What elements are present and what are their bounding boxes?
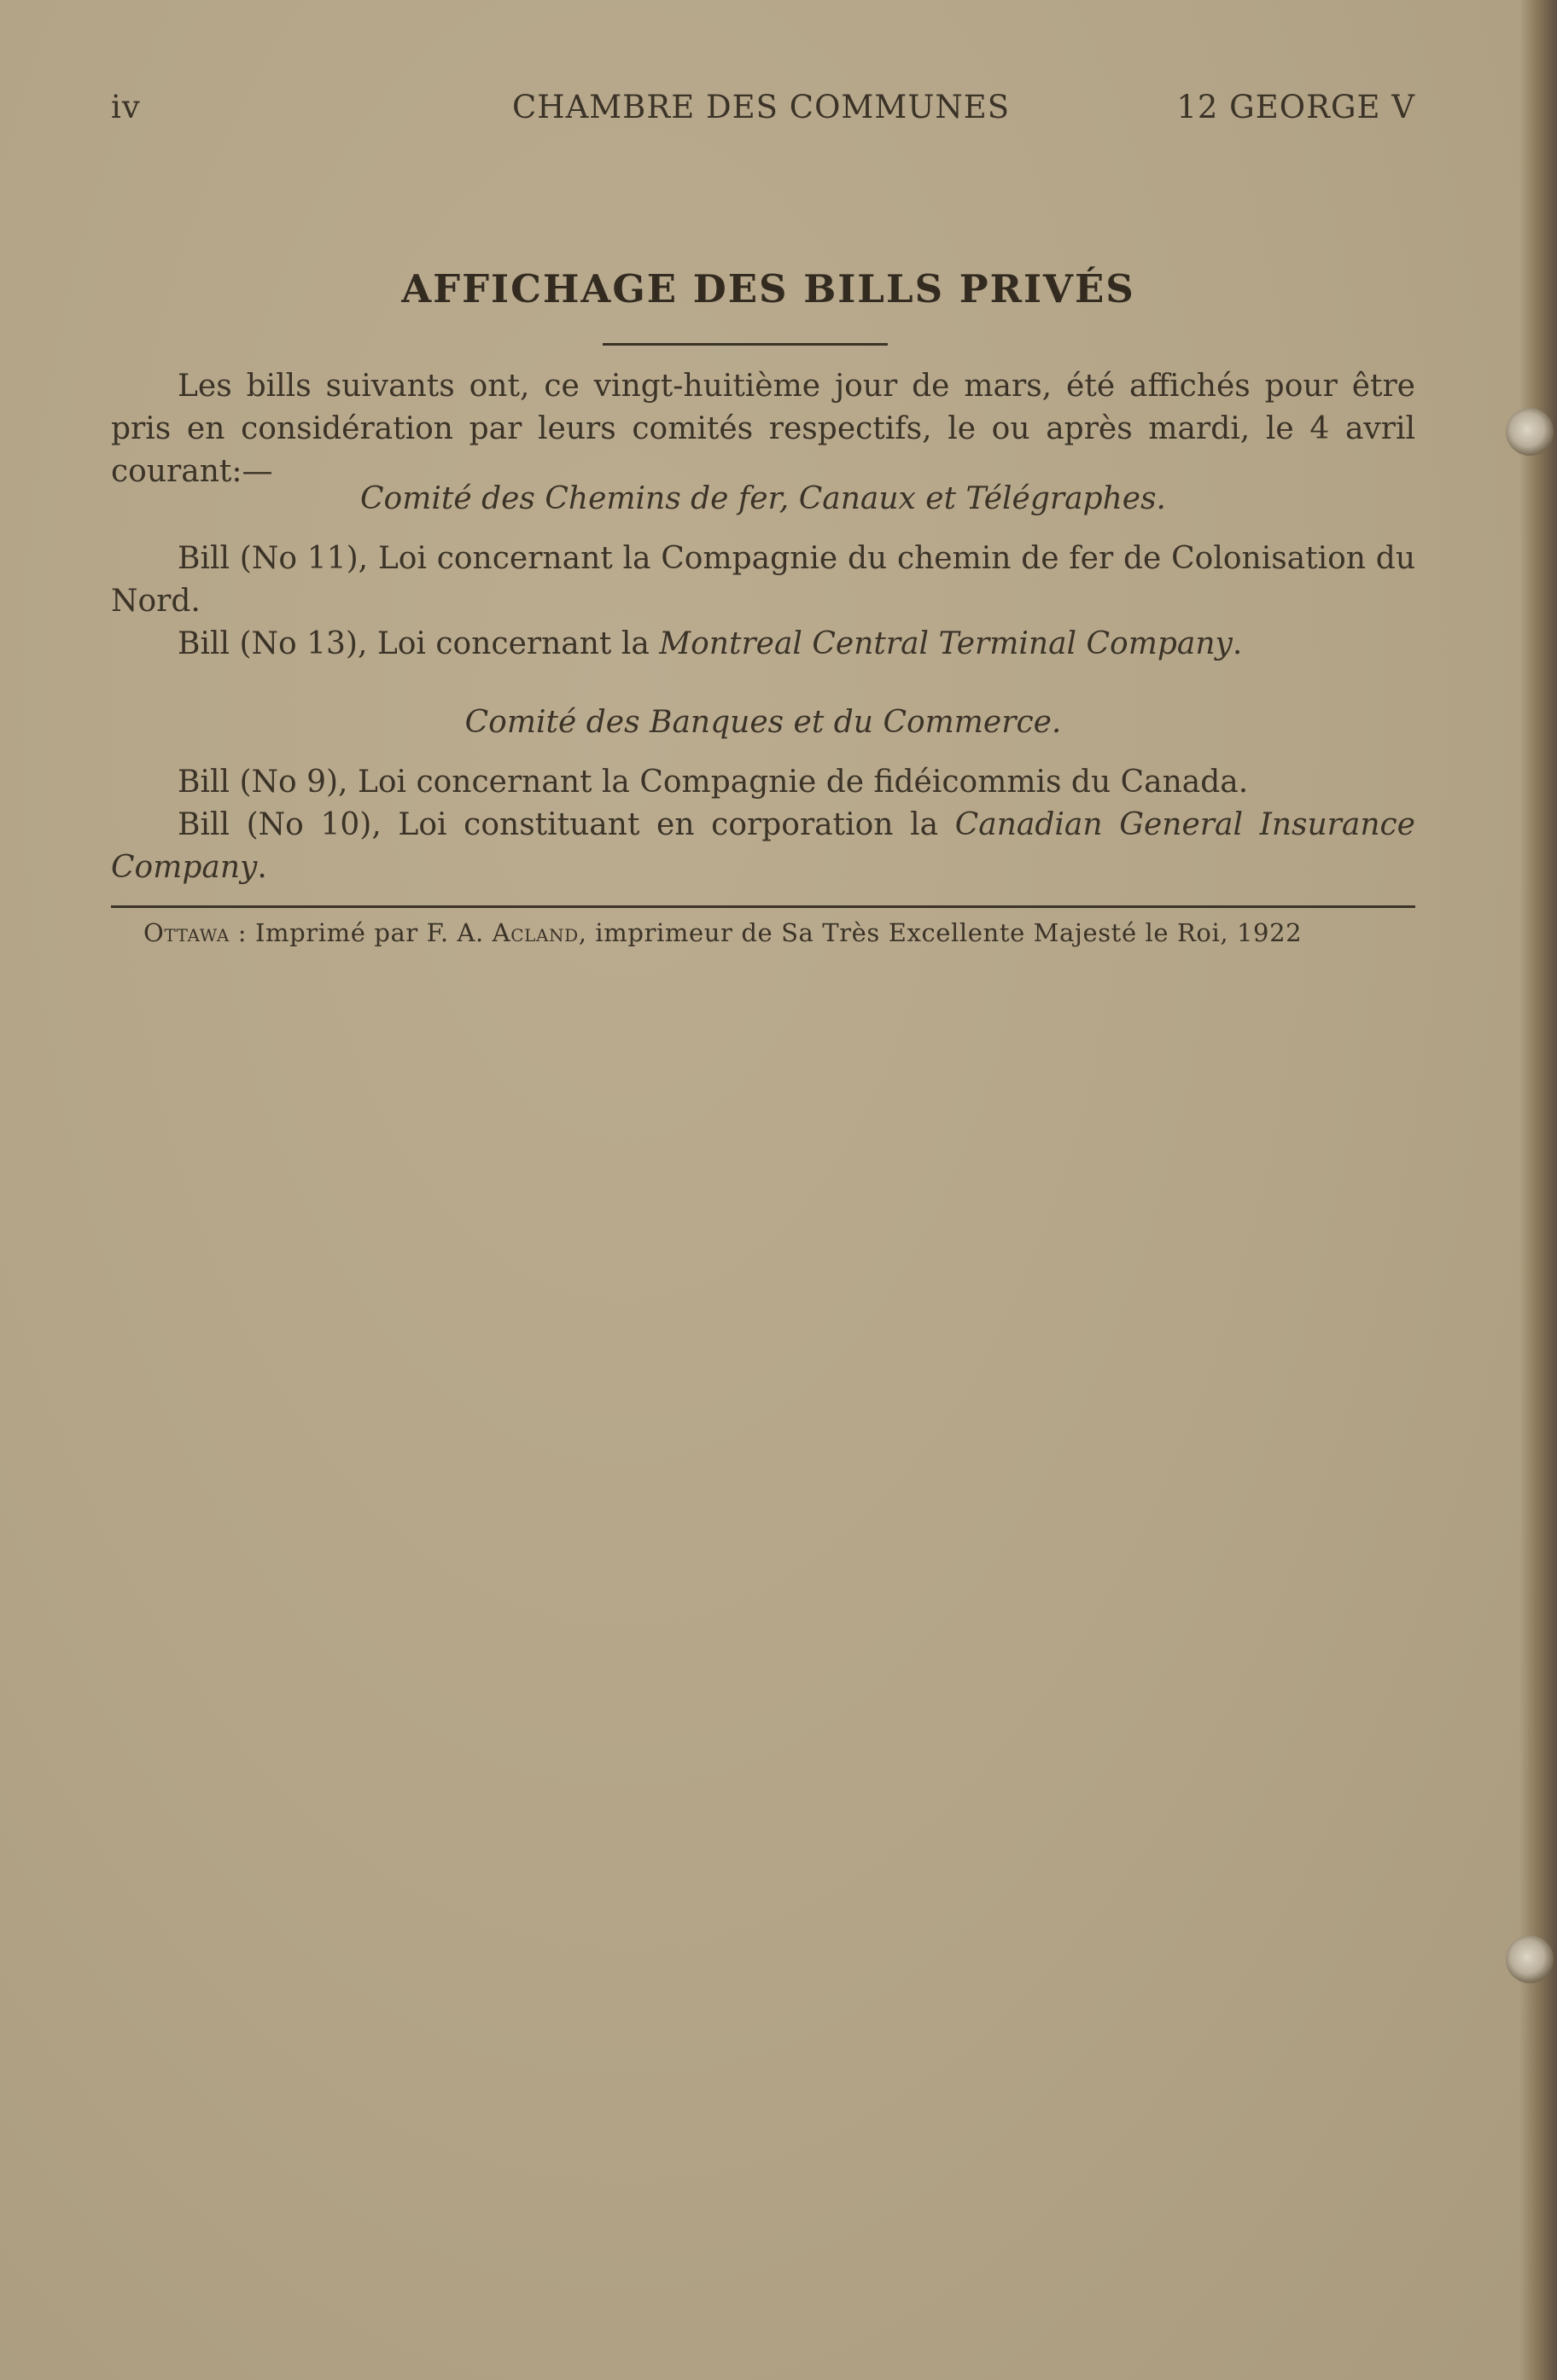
imprint-city: Ottawa bbox=[143, 918, 230, 947]
bill-list-banking bbox=[111, 761, 1415, 889]
imprint-printer: F. A. Acland bbox=[426, 918, 579, 947]
binding-hole-bottom bbox=[1506, 1935, 1554, 1983]
bill-list-railways bbox=[111, 538, 1415, 666]
bill-entry: Bill (No 10), Loi constituant en corporation la Canadian General Insurance Company. bbox=[111, 807, 1415, 885]
bill-entry: Bill (No 9), Loi concernant la Compagnie de fidéicommis du Canada. bbox=[178, 765, 1249, 800]
running-head bbox=[111, 89, 1415, 131]
committee-heading-banking: Comité des Banques et du Commerce. bbox=[464, 705, 1062, 740]
page-edge-shadow bbox=[1519, 0, 1557, 2380]
bill-entry: Bill (No 11), Loi concernant la Compagnie du chemin de fer de Colonisation du Nord. bbox=[111, 541, 1415, 619]
running-head-regnal-year: 12 GEORGE V bbox=[1176, 89, 1415, 125]
page-number: iv bbox=[111, 89, 141, 125]
running-head-title: CHAMBRE DES COMMUNES bbox=[512, 89, 1011, 125]
binding-hole-top bbox=[1506, 408, 1554, 456]
intro-text: Les bills suivants ont, ce vingt-huitième jour de mars, été affichés pour être pris en considération par leurs comités respectifs, le ou après mardi, le 4 avril courant:— bbox=[111, 369, 1415, 489]
page-title: AFFICHAGE DES BILLS PRIVÉS bbox=[401, 266, 1135, 311]
title-divider bbox=[603, 343, 888, 346]
bill-entry: Bill (No 13), Loi concernant la Montreal Central Terminal Company. bbox=[178, 626, 1243, 661]
printer-imprint: Ottawa : Imprimé par F. A. Acland, imprimeur de Sa Très Excellente Majesté le Roi, 1922 bbox=[143, 918, 1303, 947]
imprint-divider bbox=[111, 905, 1415, 908]
committee-heading-railways: Comité des Chemins de fer, Canaux et Télégraphes. bbox=[359, 481, 1166, 516]
intro-paragraph bbox=[111, 365, 1415, 493]
